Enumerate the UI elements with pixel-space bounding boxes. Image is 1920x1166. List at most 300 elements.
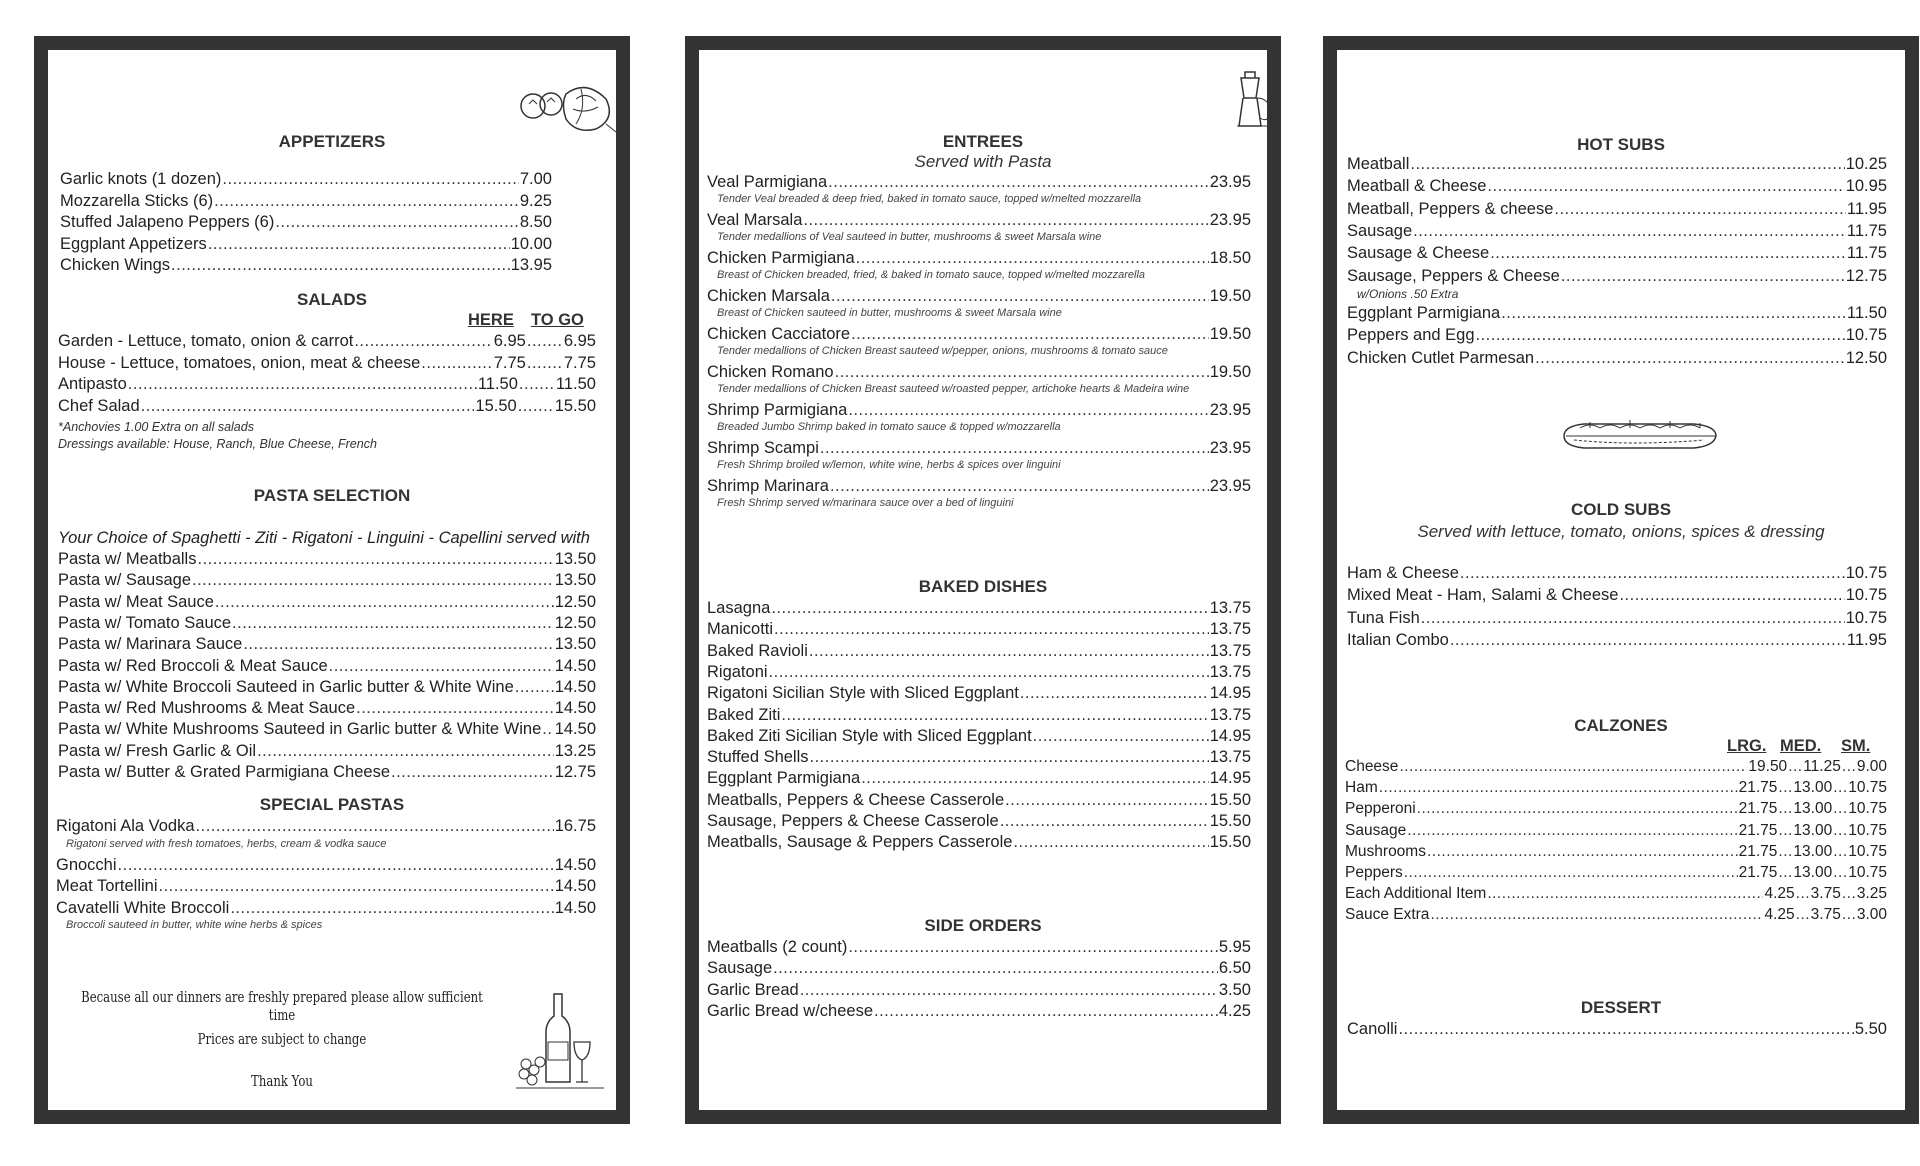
menu-item-row [56, 899, 596, 920]
menu-item-name: Garlic Bread [707, 980, 799, 999]
dot-leader [831, 287, 1209, 306]
dot-leader [1796, 906, 1810, 924]
menu-item-price: 18.50 [1209, 249, 1251, 267]
menu-item-name: Sausage, Peppers & Cheese [1347, 266, 1560, 285]
salads-note-anchovies: *Anchovies 1.00 Extra on all salads [58, 420, 254, 434]
dot-leader [1842, 906, 1856, 924]
dot-leader [1413, 222, 1846, 241]
menu-item-price: 12.50 [1845, 348, 1887, 367]
menu-item-row [707, 748, 1251, 769]
dot-leader [848, 401, 1208, 420]
pasta-choice-text: Your Choice of Spaghetti - Ziti - Rigatoni - Linguini - Capellini served with [58, 529, 590, 547]
menu-item-price: 23.95 [1209, 401, 1251, 419]
dot-leader [518, 397, 554, 416]
entrees-subtitle: Served with Pasta [914, 152, 1052, 171]
appetizers-title: APPETIZERS [278, 132, 386, 151]
menu-item-row [707, 981, 1251, 1002]
menu-item-name: Italian Combo [1347, 630, 1449, 649]
menu-item-row [58, 657, 596, 678]
calzone-price-sm: 10.75 [1848, 864, 1887, 881]
dot-leader [1399, 758, 1747, 776]
menu-item-description: Breast of Chicken breaded, fried, & baked in tomato sauce, topped w/melted mozzarella [717, 269, 1146, 281]
menu-item-row [707, 477, 1251, 498]
menu-item-name: Eggplant Parmigiana [707, 769, 861, 788]
menu-item-name: Cheese [1345, 758, 1399, 775]
menu-item-name: Peppers and Egg [1347, 326, 1475, 345]
menu-item-row [58, 742, 596, 763]
menu-item-name: Gnocchi [56, 855, 117, 874]
dot-leader [354, 332, 492, 351]
dot-leader [771, 599, 1208, 618]
calzones-col-med: MED. [1780, 737, 1822, 755]
menu-item-price: 14.50 [554, 720, 596, 739]
menu-item-name: Each Additional Item [1345, 885, 1487, 903]
dot-leader [1778, 864, 1792, 882]
cold-subs-title: COLD SUBS [1570, 500, 1672, 519]
menu-item-name: Chicken Cacciatore [707, 325, 851, 343]
menu-item-price: 11.95 [1846, 199, 1887, 218]
dot-leader [1410, 155, 1844, 174]
menu-item-row [1347, 564, 1887, 585]
calzones-col-sm: SM. [1841, 737, 1871, 755]
menu-item-name: Meatball, Peppers & cheese [1347, 199, 1554, 218]
salads-note-dressings: Dressings available: House, Ranch, Blue Cheese, French [58, 437, 377, 451]
menu-item-row [707, 363, 1251, 384]
dot-leader [1833, 843, 1847, 861]
calzone-price-lrg: 21.75 [1738, 821, 1778, 839]
dot-leader [196, 817, 554, 836]
menu-item-price: 14.50 [554, 699, 596, 718]
dot-leader [781, 706, 1208, 725]
dot-leader [835, 363, 1209, 382]
wine-bottle-grapes-icon [516, 992, 606, 1092]
footer-line-thanks: Thank You [251, 1072, 313, 1090]
dot-leader [527, 332, 563, 351]
menu-item-description: Tender medallions of Chicken Breast sauteed w/pepper, onions, mushrooms & tomato sauce [717, 345, 1168, 357]
menu-item-name: Pasta w/ Fresh Garlic & Oil [58, 741, 257, 760]
calzones-title: CALZONES [1574, 716, 1668, 735]
menu-item-name: Tuna Fish [1347, 608, 1420, 627]
menu-item-price: 13.75 [1209, 599, 1251, 617]
dot-leader [809, 642, 1209, 661]
menu-item-price: 11.50 [1846, 304, 1887, 322]
menu-item-row [707, 325, 1251, 346]
menu-item-price: 13.50 [554, 635, 596, 654]
dot-leader [519, 375, 555, 394]
menu-item-name: Mozzarella Sticks (6) [60, 191, 214, 210]
menu-item-name: Mixed Meat - Ham, Salami & Cheese [1347, 586, 1619, 605]
menu-item-name: Eggplant Parmigiana [1347, 304, 1501, 322]
dot-leader [1788, 758, 1802, 776]
dot-leader [769, 663, 1209, 682]
menu-item-row [1347, 177, 1887, 198]
calzone-price-med: 11.25 [1803, 758, 1841, 775]
menu-item-row [707, 663, 1251, 684]
menu-item-row [1345, 885, 1887, 906]
menu-item-row [707, 938, 1251, 959]
menu-item-name: Ham [1345, 779, 1378, 797]
chef-statue-illustration-icon [1227, 68, 1277, 130]
dot-leader [1398, 1020, 1853, 1039]
menu-item-row [707, 812, 1251, 833]
menu-item-price: 13.95 [510, 256, 552, 274]
menu-item-price: 23.95 [1209, 173, 1251, 191]
dot-leader [1535, 349, 1845, 368]
menu-item-name: Pasta w/ Tomato Sauce [58, 613, 232, 632]
menu-item-row [1347, 200, 1887, 221]
menu-item-price: 14.50 [554, 855, 596, 874]
dot-leader [1020, 684, 1209, 703]
menu-item-price: 14.50 [554, 677, 596, 696]
dot-leader [800, 981, 1218, 1000]
menu-item-price: 3.50 [1218, 980, 1251, 999]
dot-leader [1476, 326, 1845, 345]
menu-item-price: 14.50 [554, 898, 596, 917]
dot-leader [1561, 267, 1845, 286]
menu-item-name: Pasta w/ White Mushrooms Sauteed in Garlic butter & White Wine [58, 720, 542, 739]
menu-item-row [1345, 843, 1887, 864]
dot-leader [421, 354, 492, 373]
dot-leader [192, 571, 554, 590]
dot-leader [773, 959, 1218, 978]
dot-leader [232, 614, 554, 633]
menu-item-price: 15.50 [1209, 790, 1251, 809]
calzone-price-med: 13.00 [1793, 821, 1833, 839]
menu-item-name: Garlic knots (1 dozen) [60, 170, 222, 188]
menu-item-name: Chef Salad [58, 396, 140, 415]
menu-item-row [60, 213, 552, 234]
menu-item-row [1345, 779, 1887, 800]
menu-item-price: 10.75 [1845, 326, 1887, 345]
dot-leader [215, 593, 554, 612]
menu-item-price: 13.75 [1209, 641, 1251, 660]
menu-item-price: 9.25 [519, 191, 552, 210]
calzone-price-lrg: 4.25 [1764, 885, 1795, 903]
dot-leader [1554, 200, 1846, 219]
menu-item-name: Shrimp Parmigiana [707, 401, 848, 419]
menu-item-description: Rigatoni served with fresh tomatoes, herbs, cream & vodka sauce [66, 837, 387, 850]
menu-item-price: 13.75 [1209, 620, 1251, 639]
salad-price-here: 6.95 [493, 332, 526, 350]
menu-item-name: Rigatoni [707, 662, 768, 681]
dessert-title: DESSERT [1580, 998, 1662, 1017]
menu-item-row [58, 375, 596, 396]
salad-price-togo: 15.50 [554, 396, 596, 415]
menu-item-name: Meatballs (2 count) [707, 938, 848, 956]
menu-item-price: 12.75 [554, 763, 596, 781]
salads-title: SALADS [297, 290, 367, 309]
hot-subs-onions-note: w/Onions .50 Extra [1357, 287, 1459, 301]
salads-col-togo: TO GO [531, 311, 584, 329]
menu-item-price: 14.50 [554, 877, 596, 895]
dot-leader [214, 192, 519, 211]
menu-item-name: Shrimp Marinara [707, 477, 829, 495]
calzone-price-lrg: 21.75 [1738, 779, 1778, 797]
menu-panel-middle [685, 36, 1281, 1124]
dot-leader [1005, 791, 1209, 810]
menu-item-name: Canolli [1347, 1020, 1398, 1038]
menu-item-row [1347, 304, 1887, 325]
calzone-price-med: 3.75 [1810, 906, 1841, 924]
menu-item-name: Antipasto [58, 375, 127, 393]
menu-item-price: 13.75 [1209, 748, 1251, 767]
dot-leader [1778, 822, 1792, 840]
special-pastas-title: SPECIAL PASTAS [259, 795, 405, 814]
menu-item-row [58, 550, 596, 571]
menu-item-row [58, 593, 596, 614]
menu-item-name: Chicken Marsala [707, 287, 830, 305]
dot-leader [1417, 800, 1738, 818]
calzone-price-sm: 10.75 [1848, 800, 1887, 818]
menu-item-row [707, 833, 1251, 854]
menu-item-row [707, 249, 1251, 270]
menu-item-price: 14.95 [1209, 769, 1251, 788]
menu-item-name: Meatball & Cheese [1347, 177, 1487, 196]
menu-item-row [56, 856, 596, 877]
dot-leader [1421, 609, 1845, 628]
calzone-price-sm: 10.75 [1848, 821, 1887, 839]
menu-item-name: Pasta w/ Red Broccoli & Meat Sauce [58, 656, 328, 675]
dot-leader [197, 550, 553, 569]
dot-leader [1778, 800, 1792, 818]
menu-item-row [1347, 631, 1887, 652]
menu-item-price: 15.50 [1209, 833, 1251, 852]
dot-leader [1379, 779, 1738, 797]
menu-item-price: 10.25 [1845, 155, 1887, 173]
menu-item-name: Chicken Romano [707, 363, 834, 381]
dot-leader [1833, 779, 1847, 797]
menu-item-price: 16.75 [554, 817, 596, 835]
menu-item-name: Garden - Lettuce, tomato, onion & carrot [58, 332, 354, 350]
calzone-price-med: 13.00 [1793, 779, 1833, 797]
dot-leader [356, 699, 554, 718]
menu-item-name: Sausage, Peppers & Cheese Casserole [707, 812, 999, 830]
menu-item-price: 13.75 [1209, 705, 1251, 724]
dot-leader [820, 439, 1209, 458]
menu-item-row [1347, 609, 1887, 630]
menu-item-row [707, 401, 1251, 422]
menu-item-name: Rigatoni Sicilian Style with Sliced Eggplant [707, 684, 1019, 703]
dot-leader [1487, 885, 1763, 903]
dot-leader [874, 1002, 1218, 1021]
menu-item-name: Sausage [1347, 221, 1413, 240]
menu-item-row [56, 877, 596, 898]
menu-item-name: Chicken Wings [60, 256, 171, 274]
menu-item-name: Stuffed Jalapeno Peppers (6) [60, 213, 275, 231]
dot-leader [1033, 727, 1209, 746]
menu-item-row [1347, 586, 1887, 607]
dot-leader [257, 742, 554, 761]
dot-leader [208, 235, 510, 254]
dot-leader [1842, 758, 1856, 776]
dot-leader [1427, 843, 1738, 861]
dot-leader [159, 877, 554, 896]
dot-leader [774, 620, 1209, 639]
menu-item-description: Breast of Chicken sauteed in butter, mushrooms & sweet Marsala wine [717, 307, 1062, 319]
menu-item-row [707, 959, 1251, 980]
menu-item-row [1345, 800, 1887, 821]
dot-leader [861, 769, 1209, 788]
dot-leader [230, 899, 553, 918]
dot-leader [1501, 304, 1846, 323]
dot-leader [1778, 843, 1792, 861]
menu-item-name: Cavatelli White Broccoli [56, 898, 230, 917]
dot-leader [1842, 885, 1856, 903]
menu-item-row [707, 173, 1251, 194]
menu-item-row [1347, 326, 1887, 347]
menu-item-row [707, 684, 1251, 705]
calzones-col-lrg: LRG. [1727, 737, 1767, 755]
menu-item-price: 11.75 [1846, 221, 1887, 240]
menu-item-price: 5.50 [1854, 1020, 1887, 1038]
menu-item-row [58, 763, 596, 784]
menu-item-row [707, 769, 1251, 790]
dot-leader [1450, 631, 1846, 650]
menu-panel-left [34, 36, 630, 1124]
calzone-price-med: 13.00 [1793, 864, 1833, 881]
menu-item-name: Baked Ziti Sicilian Style with Sliced Eggplant [707, 726, 1032, 745]
menu-item-price: 12.50 [554, 592, 596, 611]
calzone-price-sm: 9.00 [1856, 758, 1887, 775]
dot-leader [1796, 885, 1810, 903]
menu-item-row [60, 170, 552, 191]
menu-item-row [1347, 222, 1887, 243]
menu-item-name: Sausage [707, 959, 773, 978]
dot-leader [1013, 833, 1208, 852]
menu-item-description: Broccoli sauteed in butter, white wine herbs & spices [66, 919, 323, 931]
menu-item-name: Peppers [1345, 864, 1403, 881]
dot-leader [128, 375, 477, 394]
tomato-garlic-illustration-icon [511, 74, 621, 134]
dot-leader [1833, 800, 1847, 818]
menu-item-name: Lasagna [707, 599, 771, 617]
menu-item-row [707, 706, 1251, 727]
menu-item-name: Pasta w/ Meat Sauce [58, 592, 214, 611]
dot-leader [1460, 564, 1845, 583]
menu-item-row [1347, 349, 1887, 370]
menu-item-row [58, 614, 596, 635]
menu-item-name: Veal Marsala [707, 211, 803, 229]
dot-leader [1000, 812, 1209, 831]
menu-item-price: 12.50 [554, 613, 596, 632]
menu-item-price: 10.75 [1845, 608, 1887, 627]
calzone-price-med: 13.00 [1793, 842, 1833, 860]
menu-item-price: 13.50 [554, 571, 596, 590]
dot-leader [856, 249, 1209, 268]
menu-item-name: Baked Ravioli [707, 641, 808, 660]
menu-item-row [707, 211, 1251, 232]
calzone-price-lrg: 4.25 [1764, 906, 1795, 924]
menu-item-row [58, 332, 596, 353]
menu-panel-right [1323, 36, 1919, 1124]
menu-item-price: 14.50 [554, 656, 596, 675]
menu-item-row [707, 791, 1251, 812]
menu-item-price: 19.50 [1209, 363, 1251, 381]
cold-subs-subtitle: Served with lettuce, tomato, onions, spices & dressing [1417, 522, 1825, 541]
menu-item-row [1345, 758, 1887, 779]
menu-item-description: Breaded Jumbo Shrimp baked in tomato sauce & topped w/mozzarella [717, 421, 1061, 433]
dot-leader [243, 635, 553, 654]
menu-item-row [1347, 1020, 1887, 1041]
dot-leader [810, 748, 1209, 767]
dot-leader [1833, 864, 1847, 882]
calzone-price-sm: 10.75 [1848, 842, 1887, 860]
pasta-title: PASTA SELECTION [253, 486, 411, 505]
salad-price-here: 15.50 [475, 396, 517, 415]
calzone-price-lrg: 19.50 [1748, 758, 1788, 775]
menu-item-price: 13.25 [554, 741, 596, 760]
hot-subs-title: HOT SUBS [1577, 135, 1665, 154]
side-orders-title: SIDE ORDERS [924, 916, 1042, 935]
menu-item-price: 10.75 [1845, 564, 1887, 582]
calzone-price-sm: 3.00 [1856, 906, 1887, 924]
dot-leader [515, 678, 554, 697]
menu-item-name: Pasta w/ Sausage [58, 571, 191, 590]
dot-leader [803, 211, 1208, 230]
calzone-price-med: 13.00 [1793, 800, 1833, 818]
menu-item-name: Pasta w/ Red Mushrooms & Meat Sauce [58, 699, 356, 718]
dot-leader [851, 325, 1209, 344]
menu-item-name: Stuffed Shells [707, 748, 809, 767]
menu-item-price: 19.50 [1209, 325, 1251, 343]
menu-item-row [58, 397, 596, 418]
menu-item-price: 10.00 [510, 234, 552, 253]
menu-item-name: Pepperoni [1345, 800, 1416, 818]
menu-item-name: Eggplant Appetizers [60, 234, 207, 253]
salad-price-here: 11.50 [477, 375, 518, 393]
calzone-price-med: 3.75 [1810, 885, 1841, 903]
menu-item-price: 11.75 [1846, 244, 1887, 263]
menu-item-name: Baked Ziti [707, 705, 781, 724]
menu-item-price: 23.95 [1209, 439, 1251, 457]
calzone-price-lrg: 21.75 [1738, 842, 1778, 860]
menu-item-name: Sausage [1345, 821, 1407, 839]
dot-leader [527, 354, 563, 373]
menu-item-price: 12.75 [1845, 266, 1887, 285]
calzone-price-lrg: 21.75 [1738, 864, 1778, 881]
dot-leader [848, 938, 1218, 957]
menu-item-row [60, 256, 552, 277]
menu-item-price: 23.95 [1209, 211, 1251, 229]
salad-price-togo: 7.75 [563, 353, 596, 372]
menu-item-price: 10.95 [1845, 177, 1887, 196]
baked-dishes-title: BAKED DISHES [918, 577, 1048, 596]
menu-item-row [58, 571, 596, 592]
dot-leader [118, 856, 554, 875]
salad-price-togo: 11.50 [555, 375, 596, 393]
menu-item-row [58, 699, 596, 720]
menu-item-row [707, 620, 1251, 641]
menu-item-price: 14.95 [1209, 684, 1251, 703]
menu-item-name: Meatballs, Sausage & Peppers Casserole [707, 833, 1013, 852]
sub-sandwich-illustration-icon [1560, 414, 1720, 454]
menu-item-price: 13.50 [554, 550, 596, 568]
dot-leader [1778, 779, 1792, 797]
dot-leader [1490, 244, 1846, 263]
menu-item-row [1345, 864, 1887, 885]
dot-leader [141, 397, 475, 416]
dot-leader [542, 720, 553, 739]
menu-item-price: 11.95 [1846, 630, 1887, 649]
menu-item-description: Fresh Shrimp broiled w/lemon, white wine, herbs & spices over linguini [717, 459, 1061, 471]
menu-item-row [60, 235, 552, 256]
menu-item-row [1345, 822, 1887, 843]
entrees-title: ENTREES [942, 132, 1024, 151]
menu-item-name: Chicken Cutlet Parmesan [1347, 348, 1535, 367]
menu-item-price: 10.75 [1845, 586, 1887, 605]
footer-line-time: Because all our dinners are freshly prepared please allow sufficient time [81, 988, 483, 1024]
menu-item-name: Pasta w/ Marinara Sauce [58, 635, 243, 654]
